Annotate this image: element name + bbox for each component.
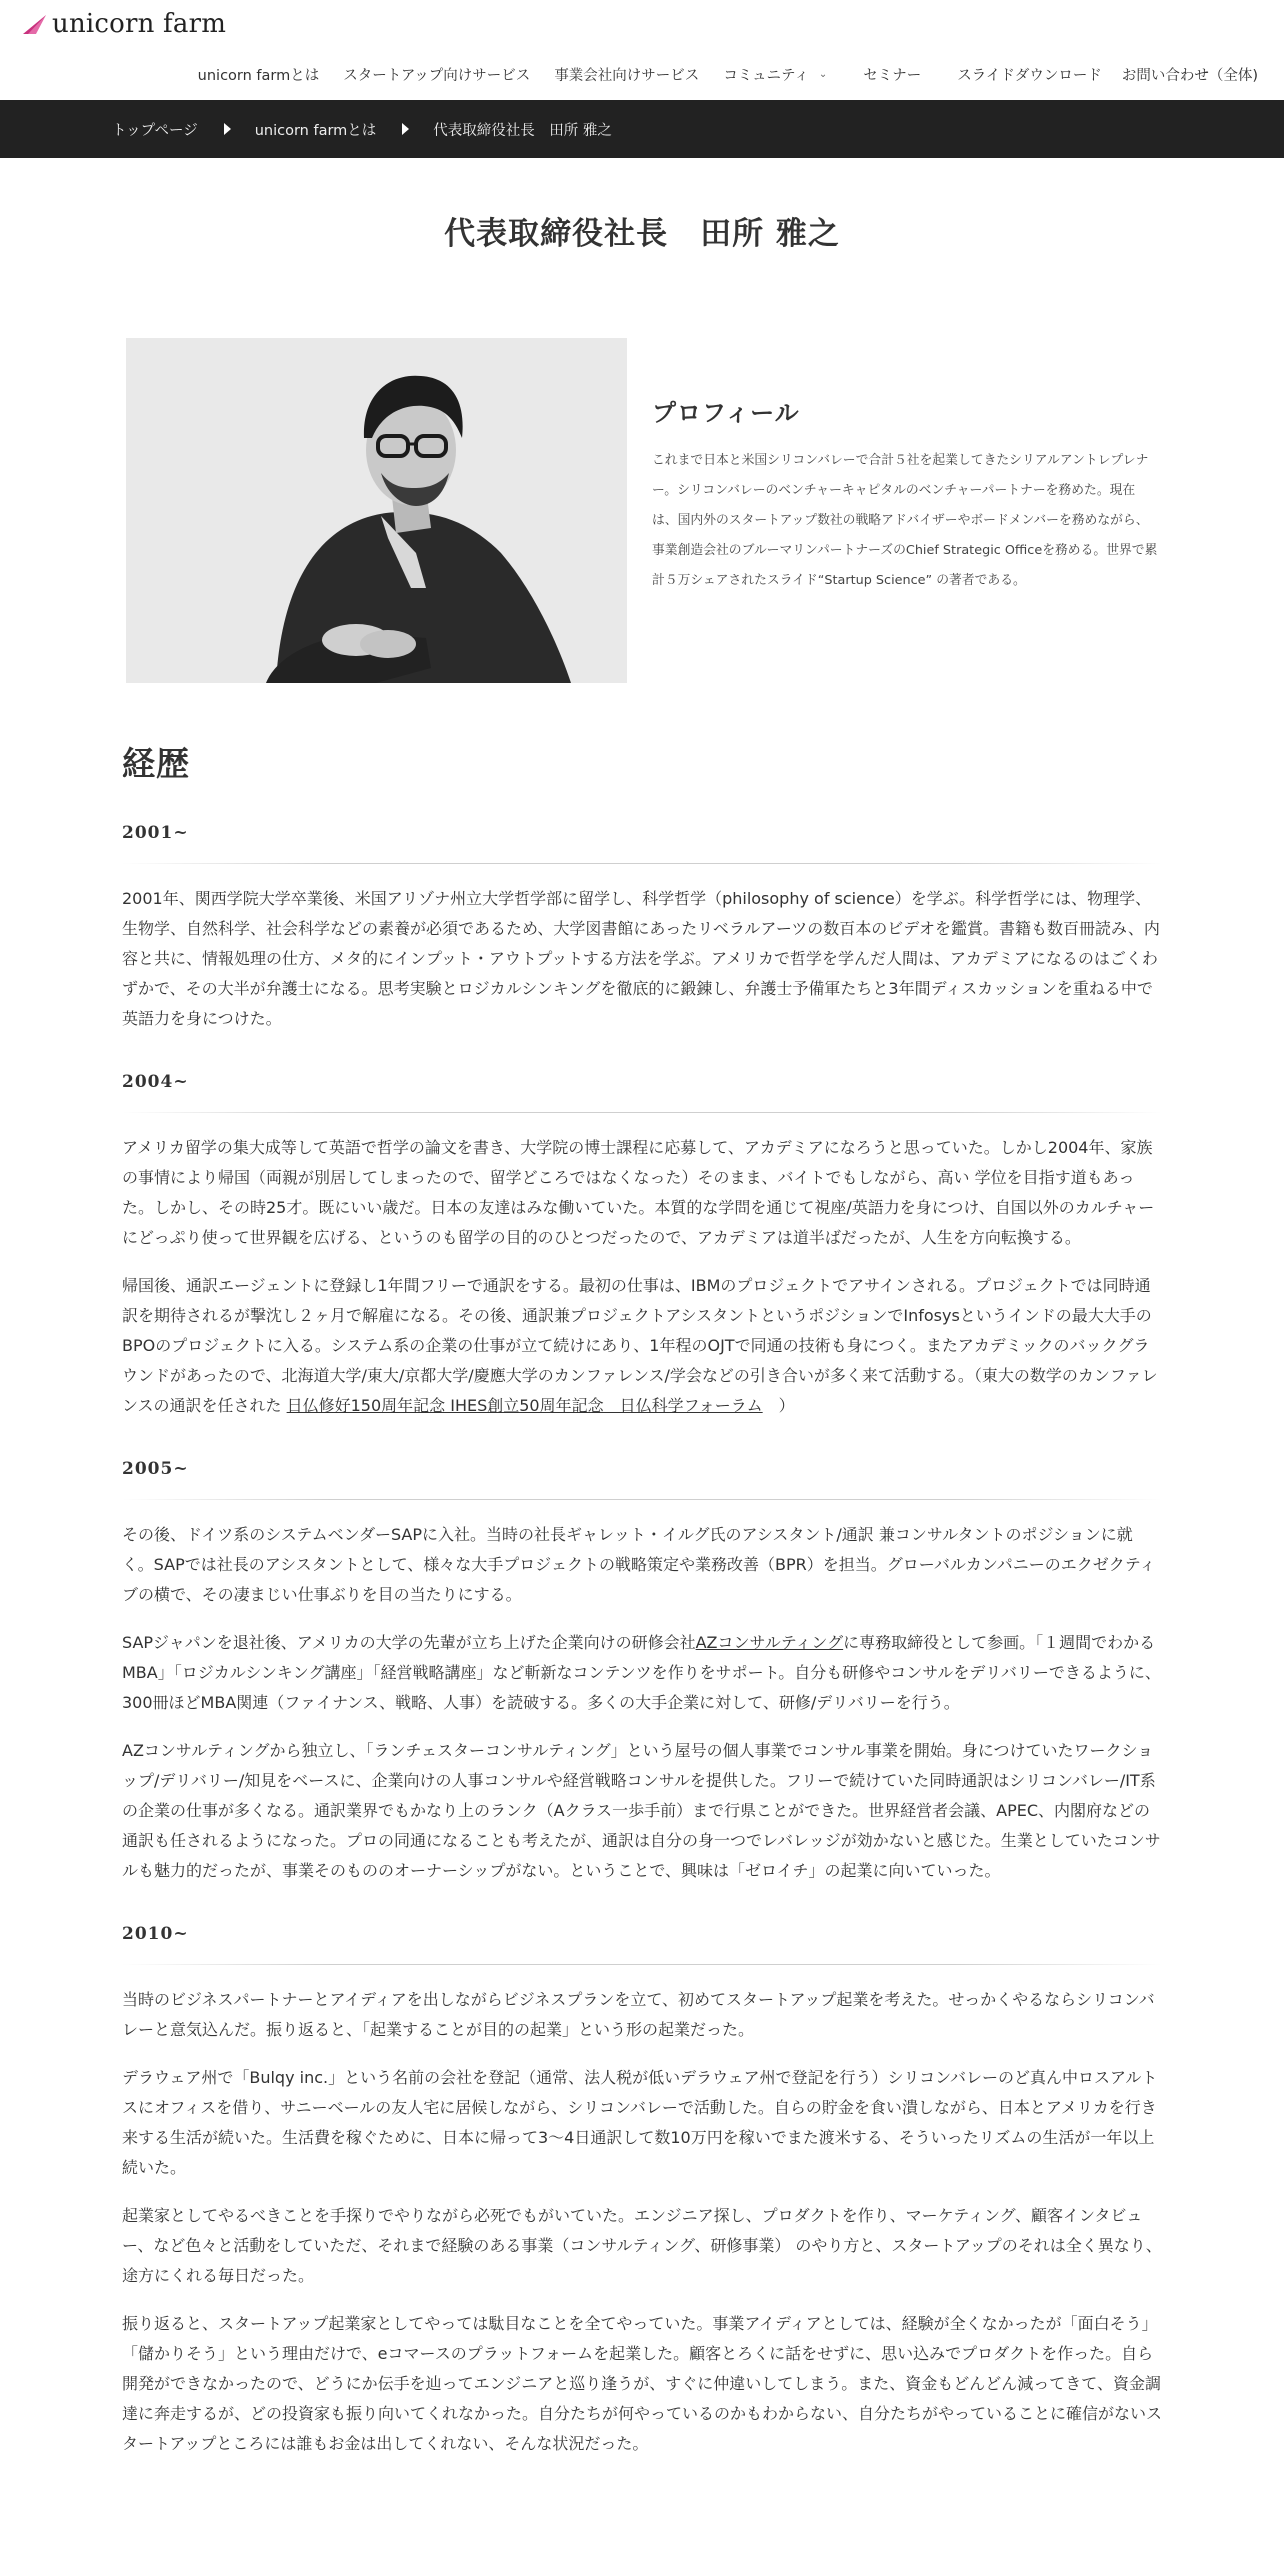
nav-item-corporate-services[interactable]: 事業会社向けサービス [554, 68, 700, 84]
logo[interactable] [22, 9, 226, 39]
era-paragraph: 振り返ると、スタートアップ起業家としてやっては駄目なことを全てやっていた。事業アイディアとしては、経験が全くなかったが「面白そう」「儲かりそう」という理由だけで、eコマースのプラットフォームを起業した。顧客とろくに話をせずに、思い込みでプロダクトを作った。自ら開発ができなかったので、どうにか伝手を辿ってエンジニアと巡り逢うが、すぐに仲違いしてしまう。また、資金もどんどん減ってきて、資金調達に奔走するが、どの投資家も振り向いてくれなかった。自分たちが何やっているのかもわからない、自分たちがやっていることに確信がないスタートアップところには誰もお金は出してくれない、そんな状況だった。 [122, 2314, 1163, 2453]
az-consulting-link[interactable]: AZコンサルティング [695, 1633, 844, 1652]
divider [122, 863, 1162, 864]
breadcrumb-about[interactable]: unicorn farmとは [254, 122, 377, 139]
breadcrumb-arrow-icon [402, 123, 409, 135]
forum-link[interactable]: 日仏修好150周年記念 IHES創立50周年記念 日仏科学フォーラム [286, 1396, 763, 1415]
nav-item-community[interactable] [723, 64, 827, 85]
era-paragraph: 当時のビジネスパートナーとアイディアを出しながらビジネスプランを立て、初めてスタートアップ起業を考えた。せっかくやるならシリコンバレーと意気込んだ。振り返ると、「起業することが目的の起業」という形の起業だった。 [122, 1990, 1155, 2039]
profile-section [0, 253, 1284, 693]
breadcrumb-home[interactable]: トップページ [112, 122, 198, 139]
career-section [0, 738, 1284, 2459]
era-year: 2001~ [122, 823, 189, 843]
profile-heading: プロフィール [652, 399, 800, 427]
logo-text: unicorn farm [52, 9, 227, 39]
career-title: 経歴 [122, 744, 190, 783]
profile-photo [126, 338, 627, 683]
profile-text [652, 393, 1158, 596]
portrait-image [126, 338, 627, 683]
era-paragraph: デラウェア州で「Bulqy inc.」という名前の会社を登記（通常、法人税が低いデラウェア州で登記を行う）シリコンバレーのど真ん中ロスアルトスにオフィスを借り、サニーベールの友人宅に居候しながら、シリコンバレーで活動した。自らの貯金を食い潰しながら、日本とアメリカを行き来する生活が続いた。生活費を稼ぐために、日本に帰って3〜4日通訳して数10万円を稼いでまた渡米する、そういったリズムの生活が一年以上続いた。 [122, 2068, 1158, 2177]
divider [122, 1964, 1162, 1965]
career-era-2001 [122, 823, 1162, 1034]
chevron-down-icon: ⌄ [818, 69, 828, 80]
divider [122, 1112, 1162, 1113]
breadcrumb-current: 代表取締役社長 田所 雅之 [433, 122, 612, 139]
era-paragraph-text: に専務取締役として参画。「１週間でわかるMBA」「ロジカルシンキング講座」「経営戦略講座」など斬新なコンテンツを作りをサポート。自分も研修やコンサルをデリバリーできるように、300冊ほどMBA関連（ファイナンス、戦略、人事）を読破する。多くの大手企業に対して、研修/デリバリーを行う。 [122, 1633, 1161, 1712]
nav-item-startup-services[interactable]: スタートアップ向けサービス [343, 68, 531, 84]
era-paragraph: 起業家としてやるべきことを手探りでやりながら必死でもがいていた。エンジニア探し、プロダクトを作り、マーケティング、顧客インタビュー、など色々と活動をしていただ、それまで経験のある事業（コンサルティング、研修事業） のやり方と、スタートアップのそれは全く異なり、途方にくれる毎日だった。 [122, 2206, 1162, 2285]
nav-item-community-label: コミュニティ [723, 68, 809, 84]
page-title: 代表取締役社長 田所 雅之 [444, 216, 840, 252]
era-paragraph: その後、ドイツ系のシステムベンダーSAPに入社。当時の社長ギャレット・イルグ氏のアシスタント/通訳 兼コンサルタントのポジションに就く。SAPでは社長のアシスタントとして、様々な大手プロジェクトの戦略策定や業務改善（BPR）を担当。グローバルカンパニーのエクゼクティブの横で、その凄まじい仕事ぶりを目の当たりにする。 [122, 1525, 1156, 1604]
site-header [0, 0, 1284, 100]
nav-item-seminar[interactable]: セミナー [863, 68, 922, 84]
global-nav [174, 64, 1258, 85]
era-paragraph-text: 帰国後、通訳エージェントに登録し1年間フリーで通訳をする。最初の仕事は、IBMのプロジェクトでアサインされる。プロジェクトでは同時通訳を期待されるが撃沈し２ヶ月で解雇になる。その後、通訳兼プロジェクトアシスタントというポジションでInfosysというインドの最大大手のBPOのプロジェクトに入る。システム系の企業の仕事が立て続けにあり、1年程のOJTで同通の技術も身につく。またアカデミックのバックグラウンドがあったので、北海道大学/東大/京都大学/慶應大学のカンファレンス/学会などの引き合いが多く来て活動する。（東大の数学のカンファレンスの通訳を任された [122, 1276, 1158, 1415]
era-paragraph: AZコンサルティングから独立し、「ランチェスターコンサルティング」という屋号の個人事業でコンサル事業を開始。身につけていたワークショップ/デリバリー/知見をベースに、企業向けの人事コンサルや経営戦略コンサルを提供した。フリーで続けていた同時通訳はシリコンバレー/IT系の企業の仕事が多くなる。通訳業界でもかなり上のランク（Aクラス一歩手前）まで行県ことができた。世界経営者会議、APEC、内閣府などの通訳も任されるようになった。プロの同通になることも考えたが、通訳は自分の身一つでレバレッジが効かないと感じた。生業としていたコンサルも魅力的だったが、事業そのもののオーナーシップがない。ということで、興味は「ゼロイチ」の起業に向いていった。 [122, 1741, 1161, 1880]
era-paragraph: アメリカ留学の集大成等して英語で哲学の論文を書き、大学院の博士課程に応募して、アカデミアになろうと思っていた。しかし2004年、家族の事情により帰国（両親が別居してしまったので、留学どころではなくなった）そのまま、バイトでもしながら、高い 学位を目指す道もあった。しかし、その時25才。既にいい歳だ。日本の友達はみな働いていた。本質的な学問を通じて視座/英語力を身につけ、自国以外のカルチャーにどっぷり使って世界観を広げる、というのも留学の目的のひとつだったので、アカデミアは道半ばだったが、人生を方向転換する。 [122, 1138, 1155, 1247]
breadcrumb-arrow-icon [224, 123, 231, 135]
breadcrumb [0, 100, 1284, 158]
era-year: 2010~ [122, 1924, 189, 1944]
career-era-2004 [122, 1072, 1162, 1421]
era-year: 2005~ [122, 1459, 189, 1479]
divider [122, 1499, 1162, 1500]
era-year: 2004~ [122, 1072, 189, 1092]
profile-body: これまで日本と米国シリコンバレーで合計５社を起業してきたシリアルアントレプレナー。シリコンバレーのベンチャーキャピタルのベンチャーパートナーを務めた。現在は、国内外のスタートアップ数社の戦略アドバイザーやボードメンバーを務めながら、事業創造会社のブルーマリンパートナーズのChief Strategic Officeを務める。世界で累計５万シェアされたスライド“Startup Science” の著者である。 [652, 453, 1158, 588]
nav-item-about[interactable]: unicorn farmとは [197, 68, 320, 84]
nav-item-contact[interactable]: お問い合わせ（全体) [1121, 68, 1258, 84]
nav-item-slide-download[interactable]: スライドダウンロード [957, 68, 1102, 84]
career-era-2010 [122, 1924, 1162, 2459]
era-paragraph-suffix: ） [762, 1396, 795, 1415]
era-paragraph: 2001年、関西学院大学卒業後、米国アリゾナ州立大学哲学部に留学し、科学哲学（philosophy of science）を学ぶ。科学哲学には、物理学、生物学、自然科学、社会科学などの素養が必須であるため、大学図書館にあったリベラルアーツの数百本のビデオを鑑賞。書籍も数百冊読み、内容と共に、情報処理の仕方、メタ的にインプット・アウトプットする方法を学ぶ。アメリカで哲学を学んだ人間は、アカデミアになるのはごくわずかで、その大半が弁護士になる。思考実験とロジカルシンキングを徹底的に鍛錬し、弁護士予備軍たちと3年間ディスカッションを重ねる中で英語力を身につけた。 [122, 889, 1160, 1028]
era-paragraph [122, 1271, 1162, 1421]
unicorn-horn-icon [22, 12, 48, 36]
era-paragraph [122, 1628, 1162, 1718]
career-era-2005 [122, 1459, 1162, 1886]
era-paragraph-text: SAPジャパンを退社後、アメリカの大学の先輩が立ち上げた企業向けの研修会社 [122, 1633, 696, 1652]
